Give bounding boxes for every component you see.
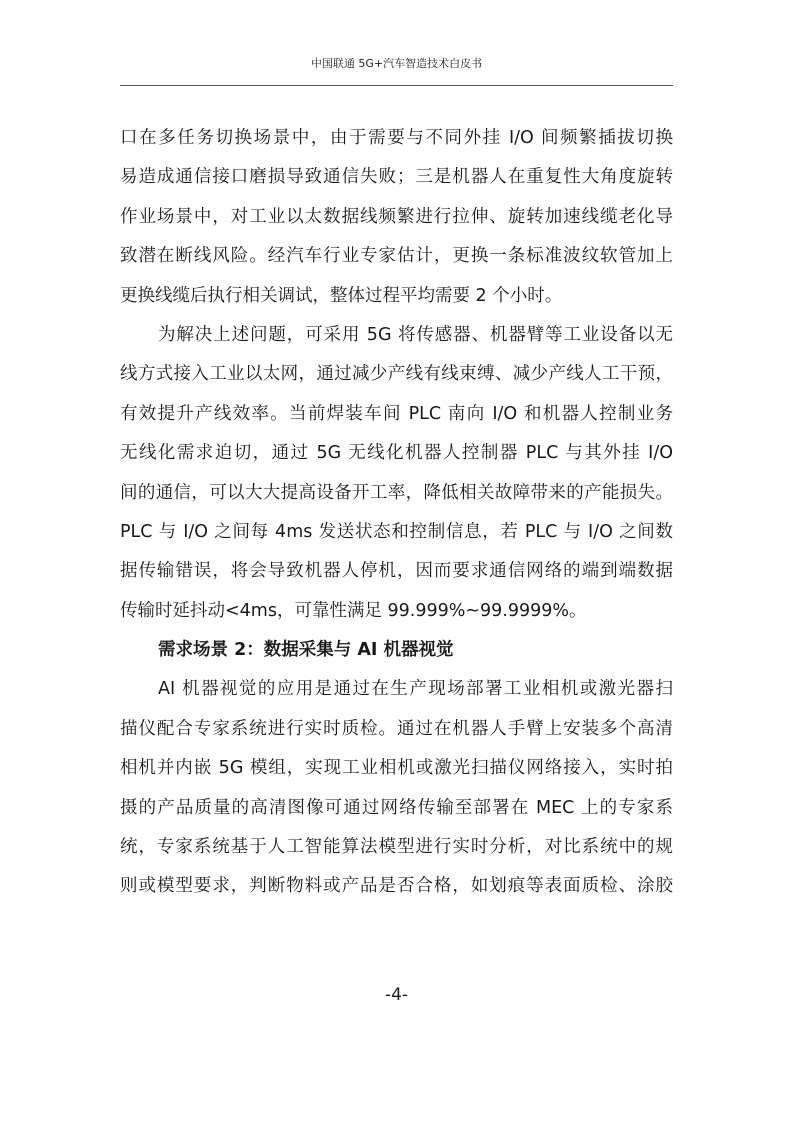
body-line: PLC 与 I/O 之间每 4ms 发送状态和控制信息，若 PLC 与 I/O 之间数 bbox=[120, 521, 673, 542]
body-line: 相机并内嵌 5G 模组，实现工业相机或激光扫描仪网络接入，实时拍 bbox=[120, 758, 673, 779]
body-line: 有效提升产线效率。当前焊装车间 PLC 南向 I/O 和机器人控制业务 bbox=[120, 403, 673, 424]
body-line: 摄的产品质量的高清图像可通过网络传输至部署在 MEC 上的专家系 bbox=[120, 797, 673, 818]
body-line: AI 机器视觉的应用是通过在生产现场部署工业相机或激光器扫 bbox=[158, 679, 673, 700]
page-number: -4- bbox=[384, 985, 409, 1005]
body-line: 致潜在断线风险。经汽车行业专家估计，更换一条标准波纹软管加上 bbox=[120, 246, 673, 267]
body-line: 更换线缆后执行相关调试，整体过程平均需要 2 个小时。 bbox=[120, 285, 563, 306]
header-divider bbox=[120, 85, 673, 86]
body-line: 传输时延抖动<4ms，可靠性满足 99.999%~99.9999%。 bbox=[120, 600, 587, 621]
body-line: 则或模型要求，判断物料或产品是否合格，如划痕等表面质检、涂胶 bbox=[120, 876, 673, 897]
body-line: 无线化需求迫切，通过 5G 无线化机器人控制器 PLC 与其外挂 I/O bbox=[120, 443, 673, 464]
body-line: 易造成通信接口磨损导致通信失败；三是机器人在重复性大角度旋转 bbox=[120, 167, 673, 188]
section-heading: 需求场景 2：数据采集与 AI 机器视觉 bbox=[158, 640, 454, 661]
body-line: 作业场景中，对工业以太数据线频繁进行拉伸、旋转加速线缆老化导 bbox=[120, 206, 673, 227]
body-text bbox=[120, 123, 673, 911]
body-line: 间的通信，可以大大提高设备开工率，降低相关故障带来的产能损失。 bbox=[120, 482, 673, 503]
body-line: 据传输错误，将会导致机器人停机，因而要求通信网络的端到端数据 bbox=[120, 561, 673, 582]
body-line: 描仪配合专家系统进行实时质检。通过在机器人手臂上安装多个高清 bbox=[120, 718, 673, 739]
body-line: 统，专家系统基于人工智能算法模型进行实时分析，对比系统中的规 bbox=[120, 837, 673, 858]
body-line: 为解决上述问题，可采用 5G 将传感器、机器臂等工业设备以无 bbox=[158, 324, 673, 345]
header-title: 中国联通 5G+汽车智造技术白皮书 bbox=[310, 57, 483, 70]
body-line: 口在多任务切换场景中，由于需要与不同外挂 I/O 间频繁插拔切换 bbox=[120, 128, 673, 148]
body-line: 线方式接入工业以太网，通过减少产线有线束缚、减少产线人工干预， bbox=[120, 364, 673, 385]
